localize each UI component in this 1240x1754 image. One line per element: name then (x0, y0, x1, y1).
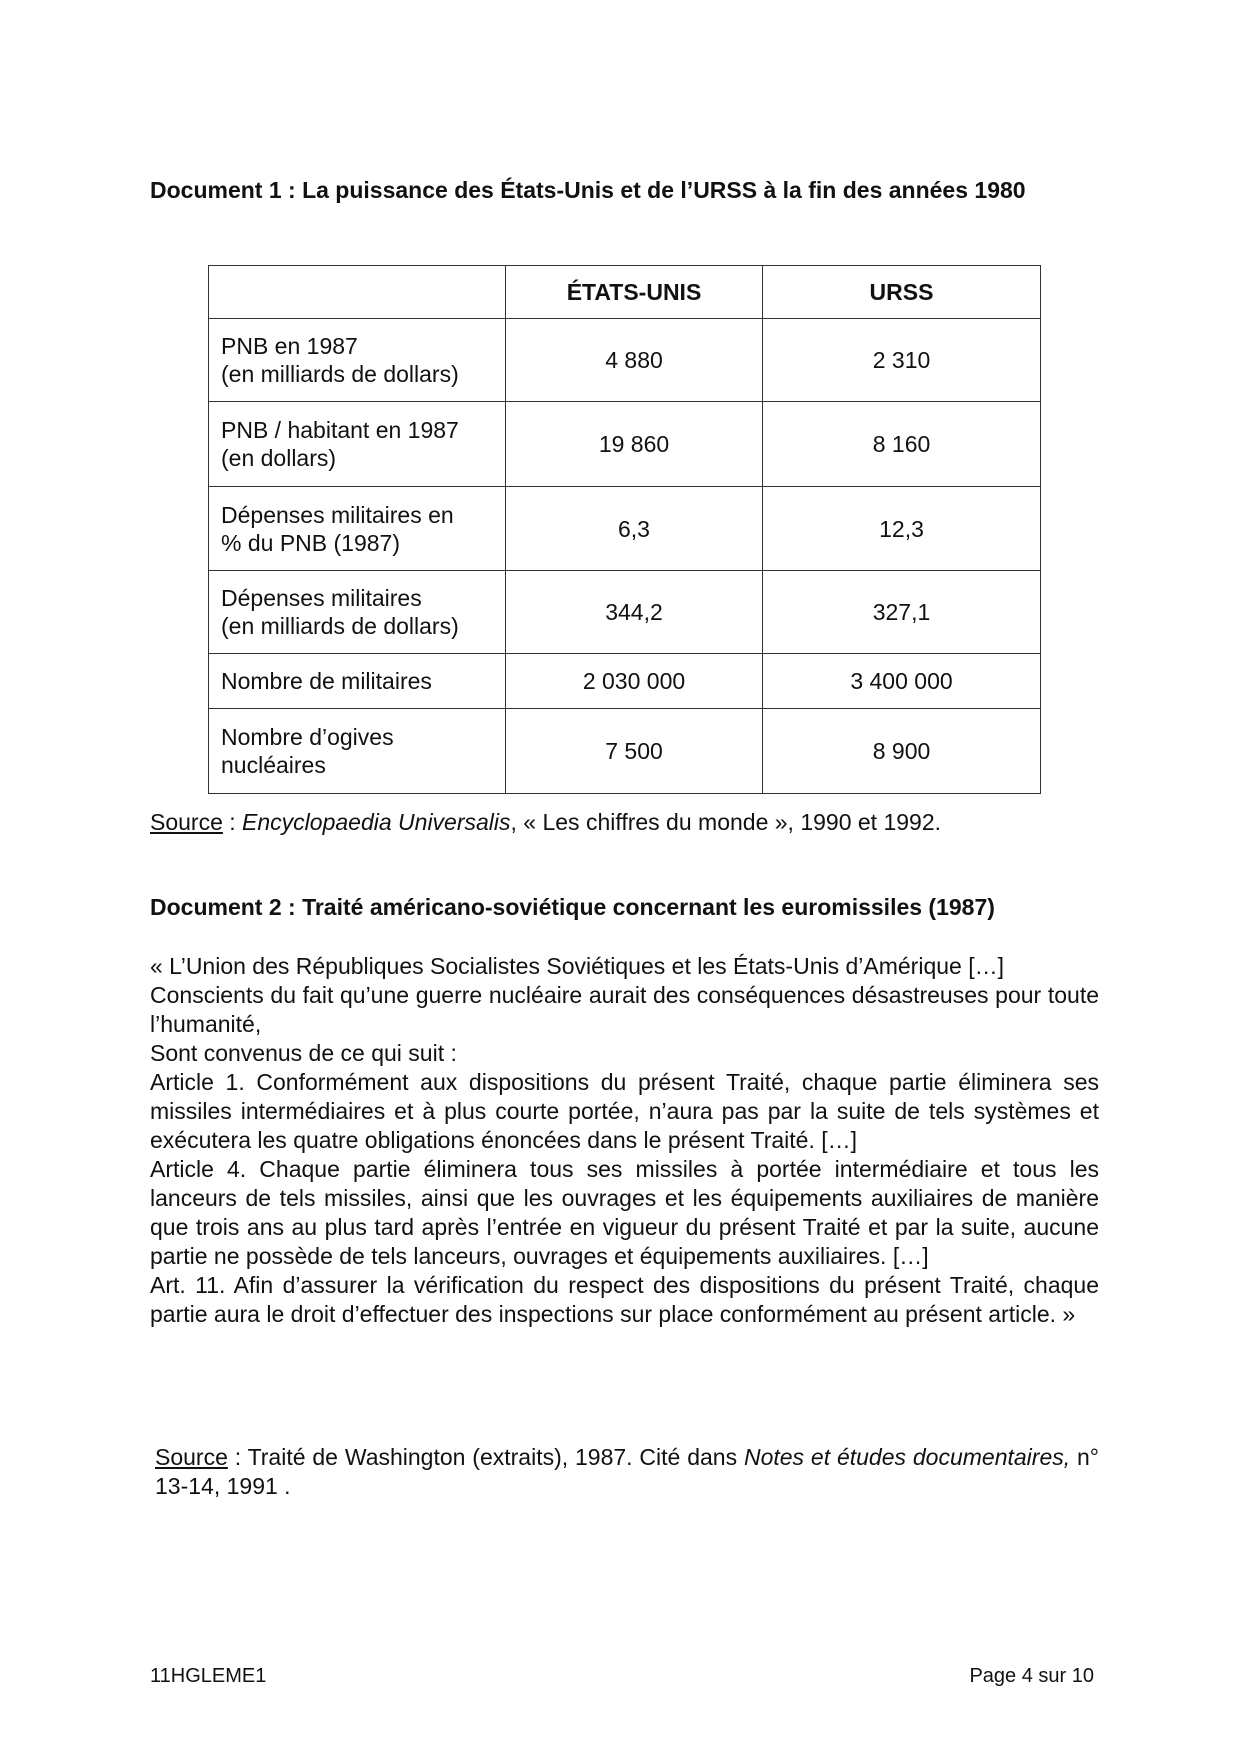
row-label (209, 319, 506, 402)
table-header-row (209, 266, 1041, 319)
source-work: Encyclopaedia Universalis (242, 809, 511, 835)
quote-paragraph: Article 1. Conformément aux dispositions du présent Traité, chaque partie éliminera ses missiles intermédiaires et à plus courte portée, n’aura pas par la suite de tels systèmes et exécutera les quatre obligations énoncées dans le présent Traité. […] (150, 1069, 1099, 1153)
source-rest: n° 13-14, 1991 . (155, 1444, 1099, 1499)
table-row (209, 487, 1041, 571)
doc2-title: Document 2 : Traité américano-soviétique concernant les euromissiles (1987) (150, 894, 995, 920)
us-value: 344,2 (506, 571, 763, 654)
doc2-source (150, 1443, 1099, 1501)
row-label (209, 402, 506, 487)
label-line: Dépenses militaires (221, 585, 422, 611)
label-line: (en milliards de dollars) (221, 613, 459, 639)
header-empty (209, 266, 506, 319)
label-line: Dépenses militaires en (221, 501, 454, 528)
doc1-source (150, 808, 1099, 837)
us-value: 2 030 000 (506, 654, 763, 709)
source-label: Source (155, 1444, 228, 1470)
table-row (209, 571, 1041, 654)
label-line: PNB en 1987 (221, 333, 358, 359)
footer-page: Page 4 sur 10 (969, 1665, 1094, 1687)
urss-value: 12,3 (763, 487, 1041, 571)
table-row (209, 709, 1041, 794)
row-label: Nombre de militaires (209, 654, 506, 709)
quote-paragraph: Article 4. Chaque partie éliminera tous ses missiles à portée intermédiaire et tous les lanceurs de tels missiles, ainsi que les ouvrages et les équipements auxiliaires de manière que trois ans au plus tard après l’entrée en vigueur du présent Traité et par la suite, aucune partie ne possède de tels lanceurs, ouvrages et équipements auxiliaires. […] (150, 1156, 1099, 1269)
header-urss: URSS (763, 266, 1041, 319)
doc1-table (208, 265, 1041, 794)
source-text: : Traité de Washington (extraits), 1987. Cité dans (227, 1444, 744, 1470)
urss-value: 2 310 (763, 319, 1041, 402)
label-line: (en milliards de dollars) (221, 361, 459, 387)
label-line: Nombre d’ogives (221, 724, 394, 750)
urss-value: 3 400 000 (763, 654, 1041, 709)
quote-paragraph: Art. 11. Afin d’assurer la vérification du respect des dispositions du présent Traité, chaque partie aura le droit d’effectuer des inspections sur place conformément au présent article. » (150, 1272, 1099, 1327)
us-value: 4 880 (506, 319, 763, 402)
quote-paragraph: Sont convenus de ce qui suit : (150, 1040, 457, 1066)
row-label (209, 487, 506, 571)
label-line: % du PNB (1987) (221, 529, 400, 556)
us-value: 7 500 (506, 709, 763, 794)
row-label (209, 709, 506, 794)
source-sep: : (222, 809, 243, 835)
header-us: ÉTATS-UNIS (506, 266, 763, 319)
table-row (209, 654, 1041, 709)
us-value: 19 860 (506, 402, 763, 487)
urss-value: 8 900 (763, 709, 1041, 794)
doc2-quote (150, 952, 1099, 1329)
quote-paragraph: « L’Union des Républiques Socialistes Soviétiques et les États-Unis d’Amérique […] (150, 953, 1004, 979)
urss-value: 327,1 (763, 571, 1041, 654)
source-rest: , « Les chiffres du monde », 1990 et 1992. (510, 809, 942, 835)
label-line: (en dollars) (221, 445, 337, 471)
label-line: PNB / habitant en 1987 (221, 417, 459, 443)
label-line: nucléaires (221, 752, 326, 778)
us-value: 6,3 (506, 487, 763, 571)
row-label (209, 571, 506, 654)
doc1-title: Document 1 : La puissance des États-Unis et de l’URSS à la fin des années 1980 (150, 177, 1026, 203)
source-work: Notes et études documentaires, (743, 1444, 1071, 1470)
table-row (209, 402, 1041, 487)
source-label: Source (150, 809, 223, 835)
quote-paragraph: Conscients du fait qu’une guerre nucléaire aurait des conséquences désastreuses pour toute l’humanité, (150, 982, 1099, 1037)
footer-code: 11HGLEME1 (150, 1665, 267, 1687)
table-row (209, 319, 1041, 402)
urss-value: 8 160 (763, 402, 1041, 487)
